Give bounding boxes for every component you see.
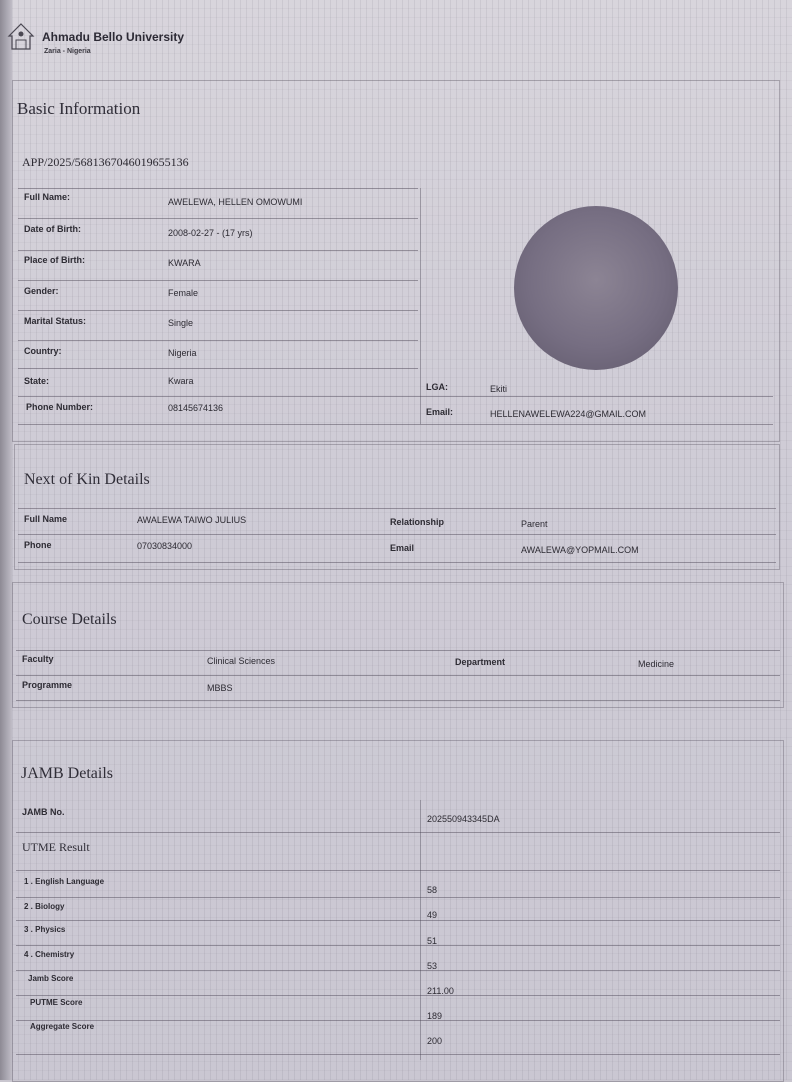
utme-row-value: 189 [427, 1011, 443, 1021]
country-label: Country: [24, 346, 62, 356]
phone-number-label: Phone Number: [26, 402, 94, 412]
country-value: Nigeria [168, 348, 197, 358]
lga-value: Ekiti [490, 384, 508, 394]
jamb-no-value: 202550943345DA [427, 814, 500, 824]
programme-value: MBBS [207, 683, 233, 693]
basic-info-title: Basic Information [17, 99, 141, 118]
university-header [6, 22, 306, 62]
university-location: Zaria - Nigeria [44, 48, 91, 55]
utme-result-title: UTME Result [22, 840, 90, 854]
utme-row-value: 49 [427, 910, 438, 920]
place-of-birth-label: Place of Birth: [24, 255, 86, 265]
next-of-kin-title: Next of Kin Details [24, 471, 150, 488]
state-label: State: [24, 376, 50, 386]
utme-row-value: 200 [427, 1036, 443, 1046]
full-name-label: Full Name: [24, 192, 71, 202]
applicant-photo [514, 206, 678, 370]
dob-label: Date of Birth: [24, 224, 81, 234]
paper-edge [0, 0, 12, 1080]
kin-relationship-label: Relationship [390, 517, 445, 527]
department-value: Medicine [638, 659, 675, 669]
utme-row-label: 1 . English Language [24, 877, 105, 886]
jamb-details-title: JAMB Details [21, 765, 113, 782]
marital-status-label: Marital Status: [24, 316, 87, 326]
faculty-value: Clinical Sciences [207, 656, 276, 666]
utme-row-label: 4 . Chemistry [24, 950, 75, 959]
email-label: Email: [426, 407, 454, 417]
gender-label: Gender: [24, 286, 59, 296]
utme-row-value: 51 [427, 936, 438, 946]
jamb-details-section [12, 740, 784, 1082]
utme-row-label: 3 . Physics [24, 925, 66, 934]
gender-value: Female [168, 288, 199, 298]
full-name-value: AWELEWA, HELLEN OMOWUMI [168, 197, 303, 207]
kin-email-label: Email [390, 543, 415, 553]
email-value: HELLENAWELEWA224@GMAIL.COM [490, 409, 647, 419]
faculty-label: Faculty [22, 654, 54, 664]
university-logo-icon [6, 22, 36, 52]
utme-row-label: Jamb Score [28, 974, 74, 983]
course-details-title: Course Details [22, 611, 117, 628]
utme-row-label: Aggregate Score [30, 1022, 95, 1031]
kin-relationship-value: Parent [521, 519, 548, 529]
department-label: Department [455, 657, 506, 667]
utme-row-label: 2 . Biology [24, 902, 65, 911]
lga-label: LGA: [426, 382, 448, 392]
kin-full-name-label: Full Name [24, 514, 68, 524]
application-number: APP/2025/5681367046019655136 [22, 155, 189, 169]
utme-row-value: 58 [427, 885, 438, 895]
utme-row-label: PUTME Score [30, 998, 83, 1007]
utme-row-value: 211.00 [427, 986, 454, 996]
kin-phone-label: Phone [24, 540, 52, 550]
place-of-birth-value: KWARA [168, 258, 201, 268]
kin-email-value: AWALEWA@YOPMAIL.COM [521, 545, 639, 555]
university-name: Ahmadu Bello University [42, 30, 185, 44]
dob-value: 2008-02-27 - (17 yrs) [168, 228, 253, 238]
state-value: Kwara [168, 376, 194, 386]
marital-status-value: Single [168, 318, 194, 328]
phone-number-value: 08145674136 [168, 403, 224, 413]
utme-row-value: 53 [427, 961, 438, 971]
kin-phone-value: 07030834000 [137, 541, 193, 551]
jamb-no-label: JAMB No. [22, 807, 65, 817]
course-details-section [12, 582, 784, 708]
programme-label: Programme [22, 680, 73, 690]
kin-full-name-value: AWALEWA TAIWO JULIUS [137, 515, 247, 525]
